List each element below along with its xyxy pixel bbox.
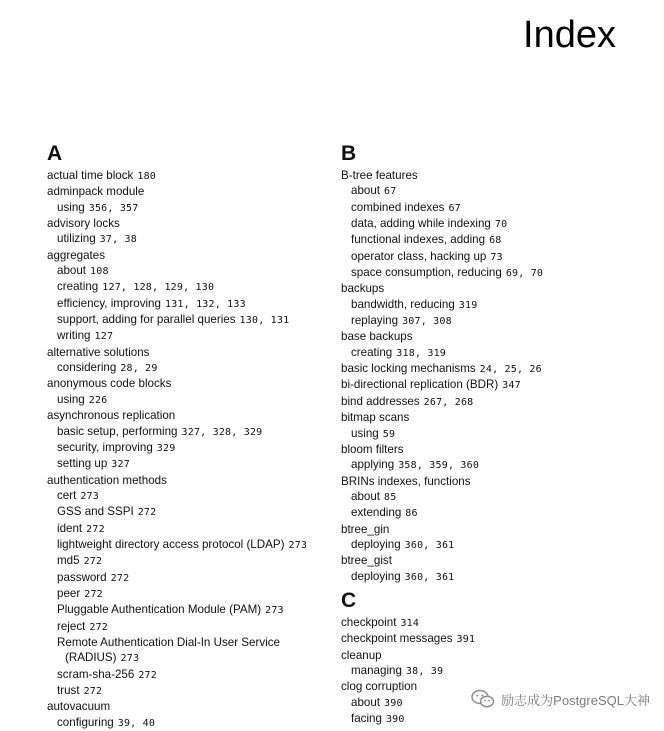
index-subentry: [341, 711, 641, 727]
index-entry: [341, 329, 641, 344]
index-subentry: [341, 489, 641, 505]
index-term: Remote Authentication Dial-In User Service: [57, 635, 280, 649]
page-numbers: 273: [288, 539, 308, 551]
page-numbers: 391: [456, 634, 476, 646]
index-subentry: [341, 313, 641, 329]
index-term: bloom filters: [341, 442, 404, 456]
index-subentry: [341, 216, 641, 232]
page-numbers: 69, 70: [505, 268, 544, 280]
wechat-icon: [471, 689, 495, 709]
index-subentry: [47, 635, 347, 650]
page-numbers: 356, 357: [88, 202, 139, 214]
index-term: cert: [57, 488, 77, 502]
index-term: checkpoint: [341, 615, 397, 629]
index-subentry: [47, 440, 347, 456]
index-subentry: [47, 650, 347, 666]
index-term: extending: [351, 506, 402, 520]
index-term: actual time block: [47, 169, 134, 182]
index-subentry: [47, 279, 347, 295]
index-entry: [47, 699, 347, 714]
index-entry: [341, 442, 641, 457]
page-numbers: 39, 40: [117, 717, 156, 729]
page-numbers: 360, 361: [404, 539, 455, 551]
index-term: creating: [351, 345, 393, 359]
page-numbers: 267, 268: [423, 396, 474, 408]
index-term: (RADIUS): [65, 651, 117, 665]
index-term: managing: [351, 663, 402, 677]
index-subentry: [47, 553, 347, 569]
page-numbers: 67: [448, 202, 461, 214]
page-numbers: 272: [83, 686, 103, 697]
index-subentry: [341, 537, 641, 553]
index-term: utilizing: [57, 232, 96, 246]
index-subentry: [47, 683, 347, 699]
index-term: md5: [57, 554, 80, 568]
page-numbers: 70: [494, 219, 508, 231]
index-subentry: [341, 265, 641, 281]
index-term: aggregates: [47, 248, 106, 262]
index-entry: [341, 631, 641, 647]
index-entry: [341, 410, 641, 425]
page-numbers: 131, 132, 133: [164, 298, 246, 310]
page-numbers: 59: [382, 428, 396, 440]
index-term: data, adding while indexing: [351, 217, 491, 231]
page-numbers: 86: [405, 508, 418, 520]
index-entry: [47, 376, 347, 391]
index-term: combined indexes: [351, 200, 445, 214]
page-numbers: 272: [86, 523, 105, 535]
index-term: ident: [57, 521, 83, 535]
page-numbers: 37, 38: [99, 234, 137, 246]
index-subentry: [47, 392, 347, 408]
index-term: lightweight directory access protocol (LDAP): [57, 537, 285, 551]
index-term: checkpoint messages: [341, 632, 453, 646]
page-numbers: 68: [489, 235, 502, 247]
index-subentry: [47, 521, 347, 537]
index-subentry: [47, 456, 347, 472]
index-term: functional indexes, adding: [351, 233, 486, 247]
page-numbers: 73: [490, 251, 503, 263]
page-numbers: 273: [265, 605, 284, 617]
page-numbers: 28, 29: [120, 363, 158, 375]
index-subentry: [47, 715, 347, 731]
index-term: creating: [57, 280, 99, 294]
index-entry: [47, 473, 347, 488]
index-subentry: [47, 488, 347, 504]
index-term: bitmap scans: [341, 411, 410, 425]
index-column-right: [341, 140, 641, 727]
index-entry: [47, 168, 347, 184]
index-entry: [341, 168, 641, 183]
index-entry: [341, 553, 641, 568]
index-subentry: [341, 232, 641, 248]
index-entry: [47, 216, 347, 231]
index-subentry: [341, 249, 641, 265]
index-term: about: [57, 264, 87, 278]
index-subentry: [47, 424, 347, 440]
index-term: applying: [351, 458, 395, 472]
index-subentry: [47, 328, 347, 344]
index-column-left: [47, 140, 347, 731]
index-subentry: [47, 360, 347, 376]
index-term: authentication methods: [47, 473, 167, 487]
index-entry: [341, 394, 641, 410]
index-entry: [47, 184, 347, 199]
index-entry: [47, 345, 347, 360]
index-term: setting up: [57, 457, 108, 471]
page-numbers: 319: [458, 299, 478, 311]
index-term: about: [351, 489, 381, 503]
index-subentry: [341, 505, 641, 521]
index-entry: [341, 281, 641, 296]
page-numbers: 390: [385, 714, 405, 725]
page-numbers: 272: [84, 588, 103, 600]
index-entry: [341, 522, 641, 537]
index-subentry: [341, 345, 641, 361]
index-entry: [341, 648, 641, 663]
index-term: writing: [57, 329, 91, 343]
index-term: backups: [341, 282, 385, 296]
page-numbers: 347: [502, 380, 521, 392]
index-term: basic setup, performing: [57, 424, 178, 438]
index-subentry: [341, 663, 641, 679]
index-subentry: [341, 569, 641, 585]
index-term: using: [57, 200, 85, 214]
index-term: advisory locks: [47, 217, 120, 231]
index-subentry: [47, 200, 347, 216]
page-numbers: 85: [384, 491, 397, 503]
index-term: about: [351, 184, 381, 198]
index-subentry: [47, 602, 347, 618]
index-subentry: [341, 200, 641, 216]
index-term: autovacuum: [47, 700, 111, 714]
index-term: btree_gist: [341, 554, 392, 568]
index-entry: [47, 408, 347, 423]
index-term: bandwidth, reducing: [351, 297, 455, 311]
index-term: facing: [351, 712, 382, 725]
index-subentry: [341, 457, 641, 473]
index-letter-heading: B: [341, 142, 357, 165]
index-term: considering: [57, 361, 117, 375]
page-numbers: 307, 308: [402, 316, 452, 328]
index-subentry: [341, 426, 641, 442]
page-numbers: 272: [110, 572, 130, 584]
index-subentry: [341, 183, 641, 199]
page-numbers: 226: [88, 394, 108, 406]
index-term: configuring: [57, 715, 114, 729]
index-term: space consumption, reducing: [351, 266, 502, 280]
watermark-text: 励志成为PostgreSQL大神: [501, 692, 650, 708]
index-term: anonymous code blocks: [47, 377, 172, 391]
index-subentry: [47, 504, 347, 520]
page-numbers: 272: [137, 507, 157, 519]
page-numbers: 108: [90, 266, 109, 278]
index-entry: [341, 474, 641, 489]
index-subentry: [47, 586, 347, 602]
index-term: bi-directional replication (BDR): [341, 378, 499, 392]
index-term: base backups: [341, 330, 413, 344]
index-term: about: [351, 695, 381, 709]
page-numbers: 67: [384, 186, 397, 198]
index-subentry: [47, 263, 347, 279]
index-term: deploying: [351, 537, 401, 551]
index-entry: [341, 615, 641, 631]
index-term: alternative solutions: [47, 345, 150, 359]
index-term: adminpack module: [47, 185, 145, 199]
page-numbers: 318, 319: [396, 347, 447, 359]
index-term: bind addresses: [341, 394, 420, 408]
index-letter-heading: C: [341, 588, 357, 612]
watermark: [471, 689, 650, 709]
index-subentry: [47, 312, 347, 328]
index-entry: [341, 377, 641, 393]
index-term: GSS and SSPI: [57, 505, 134, 519]
page-numbers: 272: [89, 621, 109, 633]
page-numbers: 24, 25, 26: [479, 364, 542, 376]
index-term: scram-sha-256: [57, 667, 135, 681]
index-subentry: [47, 667, 347, 683]
index-letter-heading: A: [47, 142, 63, 165]
index-term: reject: [57, 619, 86, 633]
index-term: B-tree features: [341, 169, 418, 182]
index-term: cleanup: [341, 648, 382, 662]
index-subentry: [341, 297, 641, 313]
page-numbers: 130, 131: [239, 315, 290, 327]
index-subentry: [47, 296, 347, 312]
index-term: using: [57, 392, 85, 406]
index-term: basic locking mechanisms: [341, 362, 476, 376]
index-subentry: [47, 537, 347, 553]
index-subentry: [47, 231, 347, 247]
index-term: btree_gin: [341, 522, 390, 536]
page-numbers: 273: [80, 490, 99, 502]
page-numbers: 327, 328, 329: [181, 426, 263, 438]
page-numbers: 38, 39: [405, 665, 444, 677]
index-entry: [47, 248, 347, 263]
index-subentry: [47, 619, 347, 635]
index-term: asynchronous replication: [47, 409, 176, 423]
index-term: clog corruption: [341, 680, 418, 694]
index-term: replaying: [351, 314, 399, 328]
page-numbers: 329: [156, 442, 176, 454]
index-subentry: [47, 570, 347, 586]
index-term: security, improving: [57, 440, 153, 454]
page-numbers: 272: [83, 556, 103, 568]
index-term: Pluggable Authentication Module (PAM): [57, 603, 262, 617]
page-numbers: 127: [94, 331, 114, 343]
index-term: support, adding for parallel queries: [57, 313, 236, 327]
index-term: trust: [57, 684, 80, 697]
index-term: password: [57, 570, 107, 584]
page-numbers: 180: [137, 171, 157, 182]
index-term: deploying: [351, 569, 401, 583]
index-term: using: [351, 426, 379, 440]
page-numbers: 127, 128, 129, 130: [102, 282, 215, 294]
page-numbers: 272: [138, 669, 157, 681]
page-numbers: 273: [120, 653, 140, 665]
index-entry: [341, 361, 641, 377]
index-term: BRINs indexes, functions: [341, 474, 471, 488]
index-term: peer: [57, 586, 81, 600]
page-numbers: 314: [400, 617, 420, 629]
page-numbers: 327: [111, 459, 130, 471]
index-term: efficiency, improving: [57, 296, 161, 310]
page-numbers: 358, 359, 360: [398, 460, 480, 472]
index-term: operator class, hacking up: [351, 249, 487, 263]
page-numbers: 360, 361: [404, 571, 455, 583]
page-title: Index: [523, 14, 616, 56]
page-numbers: 390: [384, 697, 403, 709]
